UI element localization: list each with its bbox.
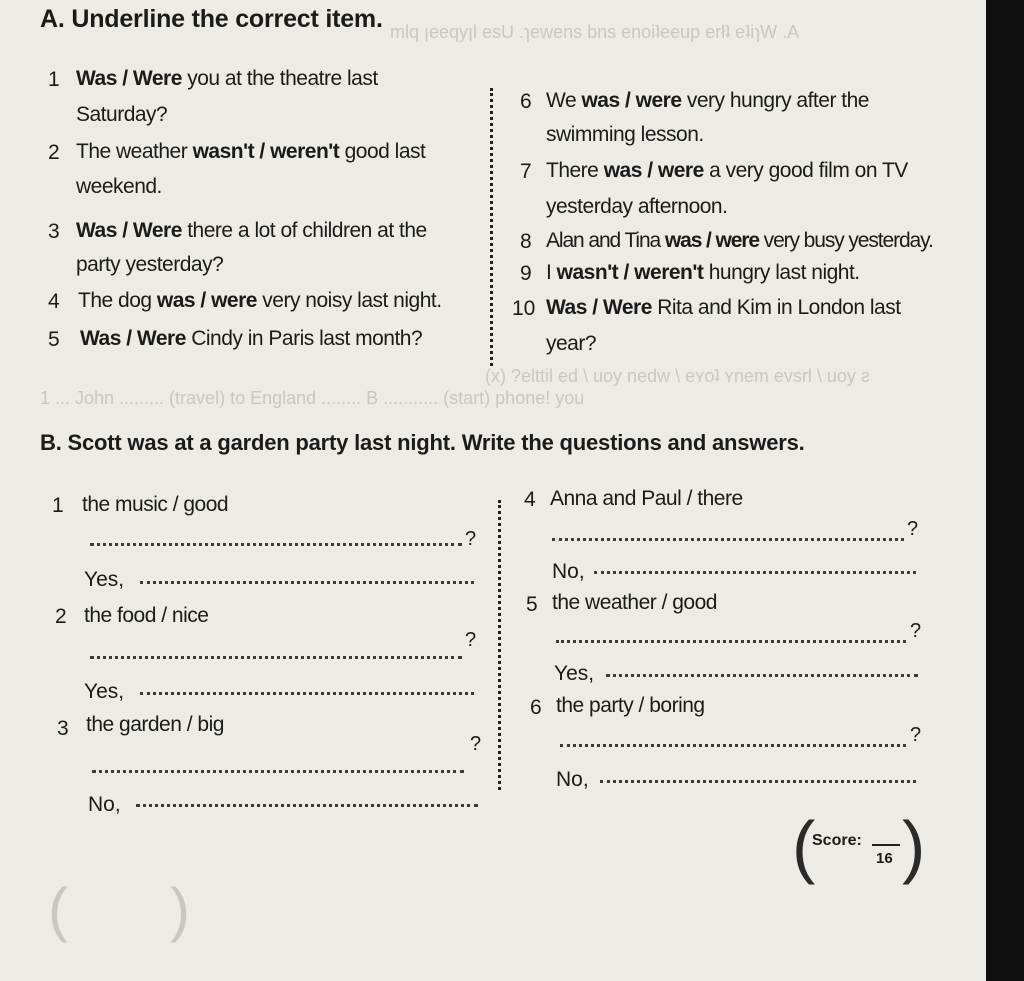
item-number: 7 [520,160,532,183]
item-number: 1 [52,494,64,517]
item-number: 4 [524,488,536,511]
question-mark: ? [907,518,919,540]
question-answer-line[interactable] [90,656,462,659]
a-item-1-line1: Was / Were you at the theatre last [76,67,378,90]
a-item-9-line1: I wasn't / weren't hungry last night. [546,261,860,284]
question-answer-line[interactable] [92,770,464,773]
a-item-5-line1: Was / Were Cindy in Paris last month? [80,327,423,350]
item-number: 8 [520,230,532,253]
bleed-through-text: (x) ?elttil ed \ uoy nedw \ eʏoʇ ʏnem evsrl \ uoy ƨ [485,366,870,386]
question-mark: ? [465,528,477,550]
answer-line[interactable] [140,581,474,584]
a-item-7-line1: There was / were a very good film on TV [546,159,908,182]
item-number: 2 [55,605,67,628]
answer-line[interactable] [594,571,916,574]
question-mark: ? [910,724,922,746]
score-right-paren: ) [902,807,926,885]
question-answer-line[interactable] [556,640,906,643]
column-divider [498,500,501,790]
item-number: 3 [48,220,60,243]
question-answer-line[interactable] [560,744,906,747]
a-item-2-line2: weekend. [76,175,162,198]
a-item-8-line1: Alan and Tina was / were very busy yesterday. [546,229,933,252]
a-item-10-line2: year? [546,332,597,355]
a-item-2-line1: The weather wasn't / weren't good last [76,140,426,163]
score-total: 16 [876,850,893,867]
item-number: 5 [526,593,538,616]
b-item-3-prompt: the garden / big [86,713,224,736]
item-number: 1 [48,68,60,91]
a-item-1-line2: Saturday? [76,103,168,126]
answer-line[interactable] [140,692,474,695]
bleed-through-paren: ( [48,876,68,943]
answer-prefix: No, [552,560,585,583]
question-answer-line[interactable] [90,543,462,546]
a-item-10-line1: Was / Were Rita and Kim in London last [546,296,901,319]
score-label: Score: [812,832,862,849]
a-item-3-line1: Was / Were there a lot of children at the [76,219,427,242]
answer-line[interactable] [136,804,478,807]
b-item-5-prompt: the weather / good [552,591,717,614]
bleed-through-text: 1 ... John ......... (travel) to England ........ B ........... (start) phone! you [40,388,585,408]
item-number: 10 [512,297,536,320]
item-number: 5 [48,328,60,351]
column-divider [490,88,493,366]
item-number: 4 [48,290,60,313]
b-item-4-prompt: Anna and Paul / there [550,487,743,510]
b-item-2-prompt: the food / nice [84,604,209,627]
question-mark: ? [910,620,922,642]
question-answer-line[interactable] [552,538,904,541]
answer-line[interactable] [600,780,916,783]
bleed-through-text: mlq ꞁeeqyꞁl esU .ɿewens bns enoiʇeeup erłʇ eʇiɿW .A [390,22,800,42]
item-number: 2 [48,141,60,164]
question-mark: ? [470,733,482,755]
b-item-1-prompt: the music / good [82,493,229,516]
question-mark: ? [465,629,477,651]
answer-line[interactable] [606,674,918,677]
a-item-4-line1: The dog was / were very noisy last night. [78,289,442,312]
item-number: 9 [520,262,532,285]
dark-page-edge [986,0,1024,981]
a-item-6-line2: swimming lesson. [546,123,704,146]
a-item-6-line1: We was / were very hungry after the [546,89,869,112]
answer-prefix: Yes, [554,662,595,685]
item-number: 6 [530,696,542,719]
answer-prefix: No, [556,768,589,791]
a-item-7-line2: yesterday afternoon. [546,195,728,218]
score-blank[interactable] [872,844,900,846]
answer-prefix: Yes, [84,680,125,703]
section-b-title: B. Scott was at a garden party last night. Write the questions and answers. [40,430,805,455]
item-number: 3 [57,717,69,740]
answer-prefix: No, [88,793,121,816]
score-left-paren: ( [792,807,816,885]
section-a-title: A. Underline the correct item. [40,5,383,33]
a-item-3-line2: party yesterday? [76,253,224,276]
answer-prefix: Yes, [84,568,125,591]
bleed-through-paren: ) [170,876,190,943]
b-item-6-prompt: the party / boring [556,694,705,717]
item-number: 6 [520,90,532,113]
